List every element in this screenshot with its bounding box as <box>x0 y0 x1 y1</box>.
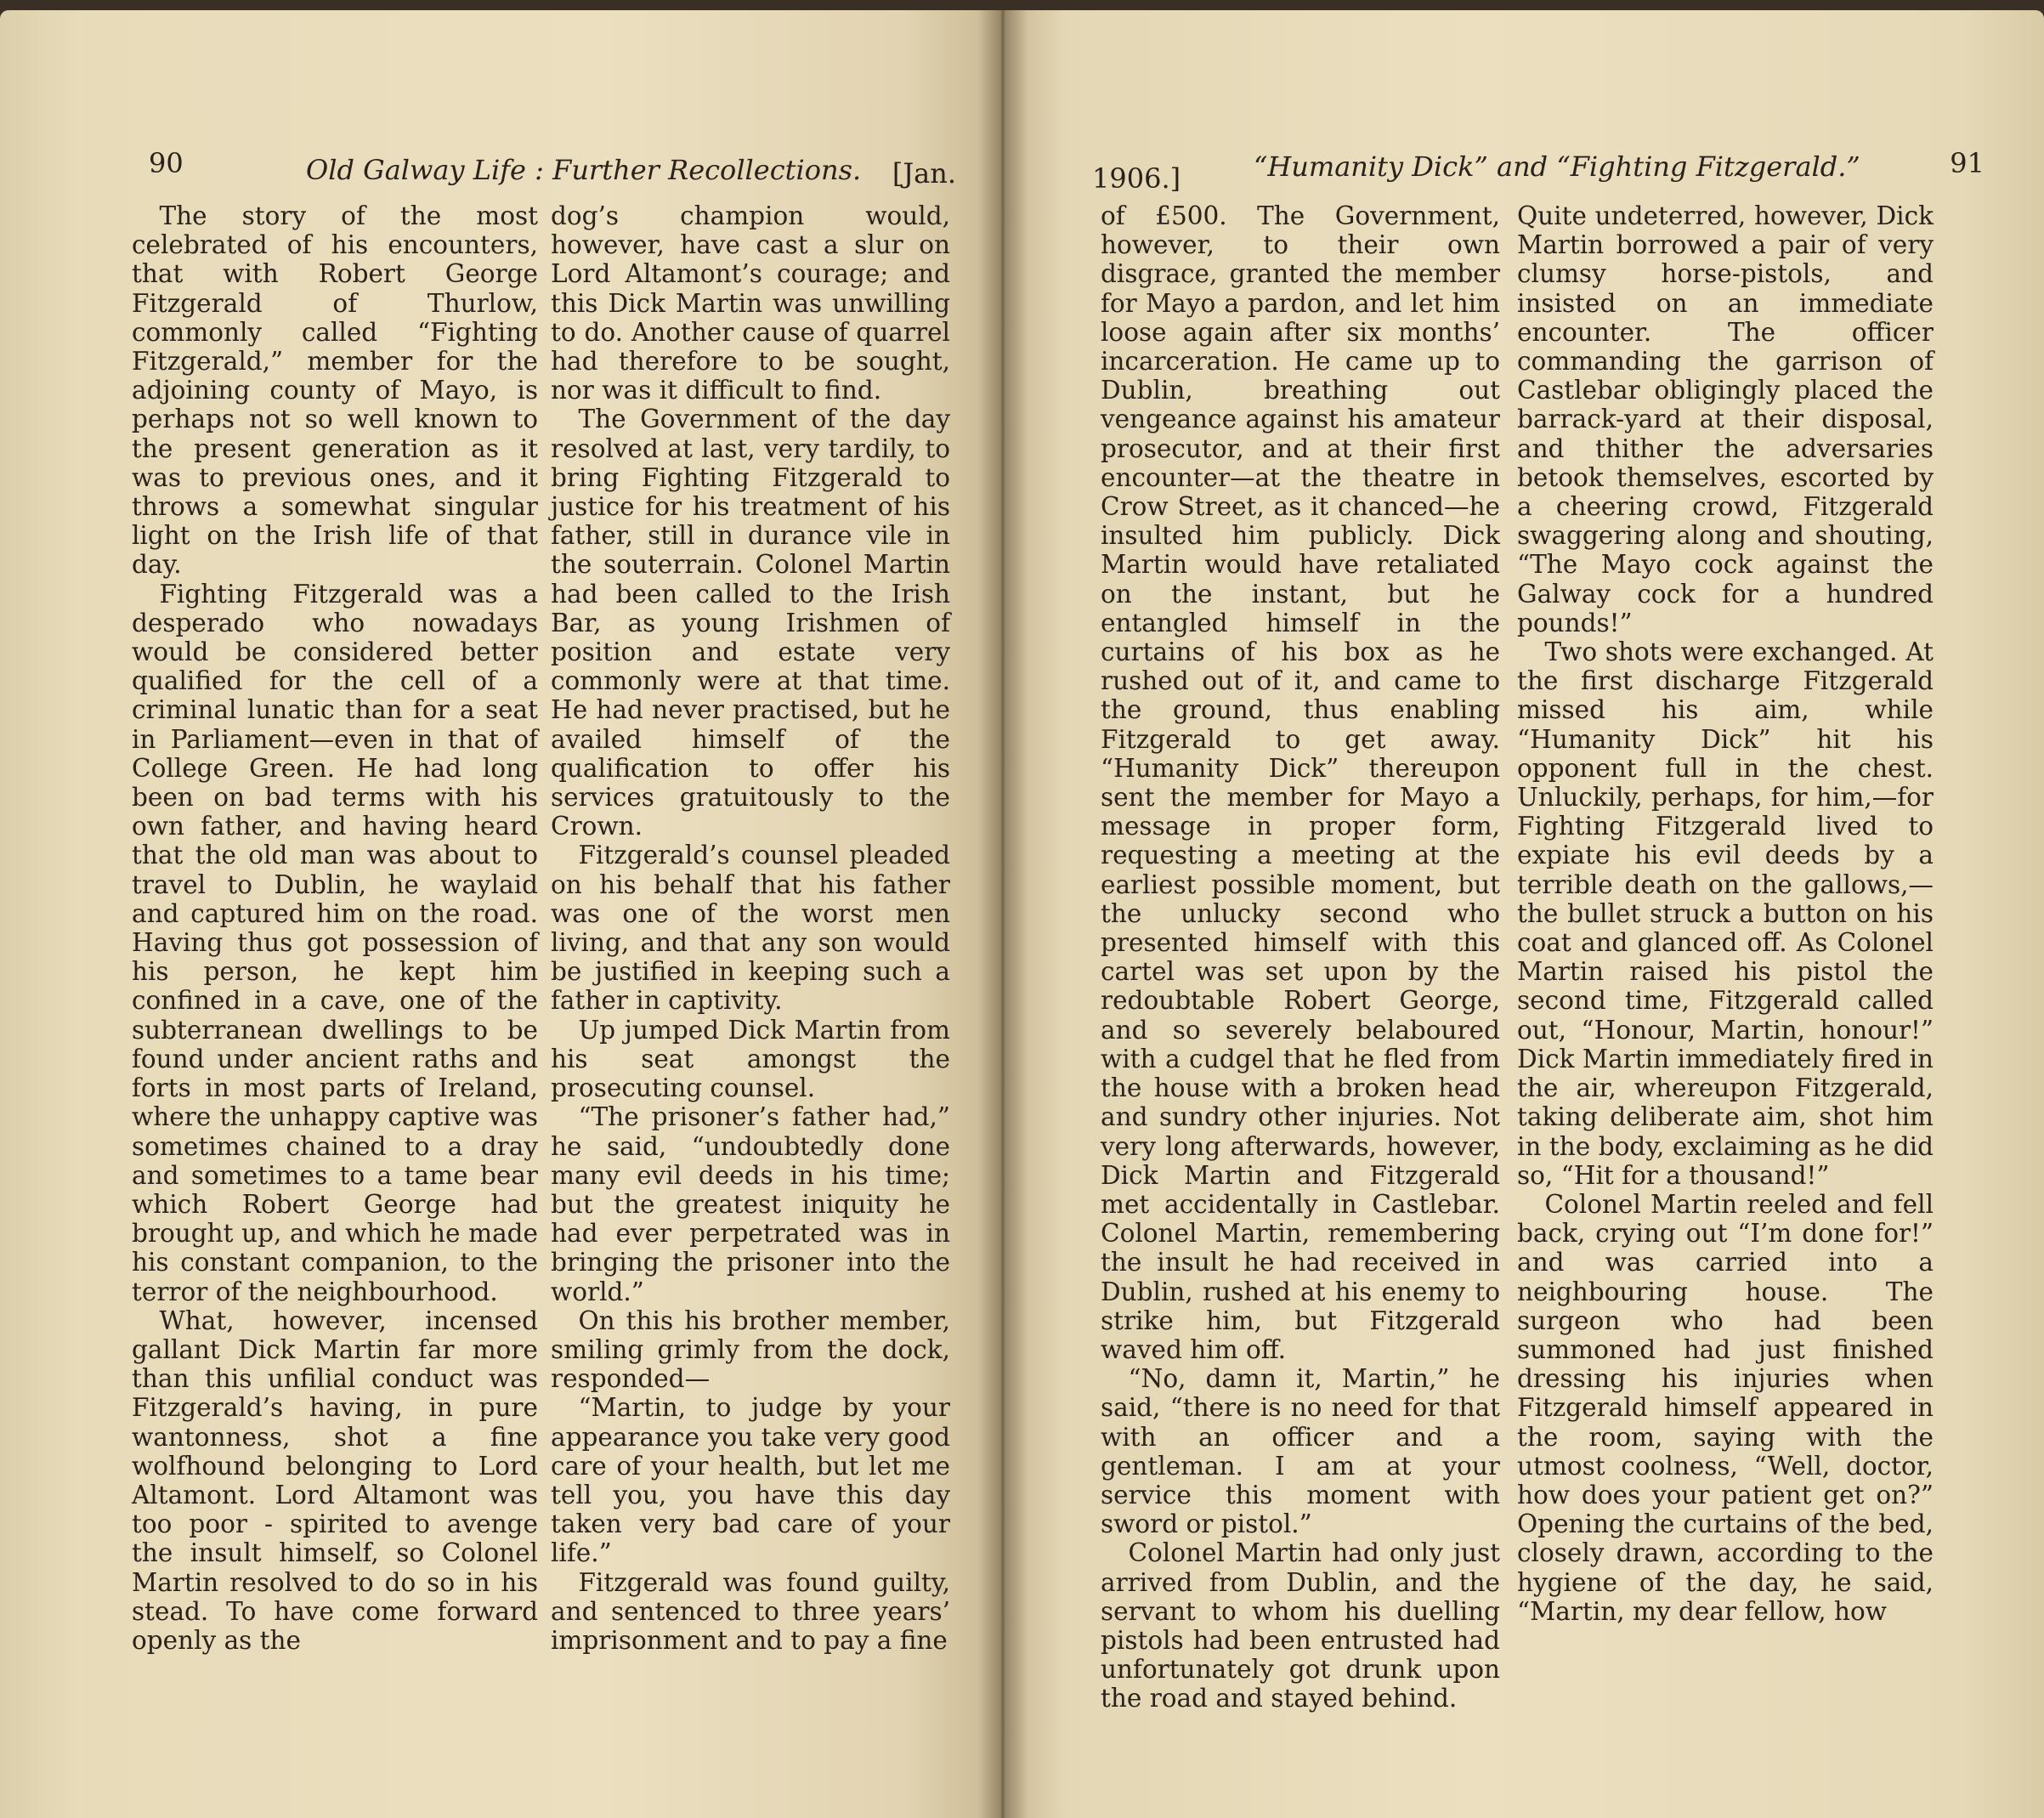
paragraph: “The prisoner’s father had,” he said, “undoubtedly done many evil deeds in his time; but the greatest iniquity he had ever perpetrated was in bringing the prisoner into the world.” <box>551 1102 950 1306</box>
left-column-1 <box>132 201 538 1655</box>
date-mark-right: 1906.] <box>1092 162 1181 195</box>
paragraph: Up jumped Dick Martin from his seat amongst the prosecuting counsel. <box>551 1015 950 1103</box>
paragraph: Two shots were exchanged. At the first discharge Fitzgerald missed his aim, while “Humanity Dick” hit his opponent full in the chest. Unluckily, perhaps, for him,—for Fighting Fitzgerald lived to expiate his evil deeds by a terrible death on the gallows,—the bullet struck a button on his coat and glanced off. As Colonel Martin raised his pistol the second time, Fitzgerald called out, “Honour, Martin, honour!” Dick Martin immediately fired in the air, whereupon Fitzgerald, taking deliberate aim, shot him in the body, exclaiming as he did so, “Hit for a thousand!” <box>1517 637 1934 1190</box>
paragraph: What, however, incensed gallant Dick Martin far more than this unfilial conduct was Fitzgerald’s having, in pure wantonness, shot a fine wolfhound belonging to Lord Altamont. Lord Altamont was too poor - spirited to avenge the insult himself, so Colonel Martin resolved to do so in his stead. To have come forward openly as the <box>132 1305 538 1655</box>
paragraph: The Government of the day resolved at last, very tardily, to bring Fighting Fitzgerald to justice for his treatment of his father, still in durance vile in the souterrain. Colonel Martin had been called to the Irish Bar, as young Irishmen of position and estate very commonly were at that time. He had never practised, but he availed himself of the qualification to offer his services gratuitously to the Crown. <box>551 405 950 841</box>
running-title-right: “Humanity Dick” and “Fighting Fitzgerald.” <box>1254 150 1860 183</box>
paragraph: Quite undeterred, however, Dick Martin borrowed a pair of very clumsy horse-pistols, and insisted on an immediate encounter. The officer commanding the garrison of Castlebar obligingly placed the barrack-yard at their disposal, and thither the adversaries betook themselves, escorted by a cheering crowd, Fitzgerald swaggering along and shouting, “The Mayo cock against the Galway cock for a hundred pounds!” <box>1517 201 1934 637</box>
right-page <box>1003 10 2044 1818</box>
left-column-2 <box>551 201 950 1655</box>
right-column-2 <box>1517 201 1934 1626</box>
date-mark-left: [Jan. <box>892 157 956 190</box>
page-number-left: 90 <box>149 147 184 179</box>
page-number-right: 91 <box>1950 147 1985 179</box>
left-page-header <box>149 142 956 190</box>
paragraph: Fitzgerald was found guilty, and sentenced to three years’ imprisonment and to pay a fine <box>551 1567 950 1655</box>
paragraph: Colonel Martin reeled and fell back, crying out “I’m done for!” and was carried into a neighbouring house. The surgeon who had been summoned had just finished dressing his injuries when Fitzgerald himself appeared in the room, saying with the utmost coolness, “Well, doctor, how does your patient get on?” Opening the curtains of the bed, closely drawn, according to the hygiene of the day, he said, “Martin, my dear fellow, how <box>1517 1189 1934 1626</box>
right-column-1 <box>1101 201 1500 1713</box>
paragraph: “Martin, to judge by your appearance you take very good care of your health, but let me tell you, you have this day taken very bad care of your life.” <box>551 1393 950 1568</box>
paragraph: dog’s champion would, however, have cast a slur on Lord Altamont’s courage; and this Dick Martin was unwilling to do. Another cause of quarrel had therefore to be sought, nor was it difficult to find. <box>551 201 950 405</box>
right-page-header <box>1092 142 1985 195</box>
paragraph: On this his brother member, smiling grimly from the dock, responded— <box>551 1305 950 1394</box>
paragraph: Colonel Martin had only just arrived from Dublin, and the servant to whom his duelling pistols had been entrusted had unfortunately got drunk upon the road and stayed behind. <box>1101 1538 1500 1713</box>
left-page <box>0 10 1003 1818</box>
paragraph: Fitzgerald’s counsel pleaded on his behalf that his father was one of the worst men living, and that any son would be justified in keeping such a father in captivity. <box>551 841 950 1016</box>
paragraph: “No, damn it, Martin,” he said, “there is no need for that with an officer and a gentleman. I am at your service this moment with sword or pistol.” <box>1101 1364 1500 1539</box>
paragraph: Fighting Fitzgerald was a desperado who nowadays would be considered better qualified for the cell of a criminal lunatic than for a seat in Parliament—even in that of College Green. He had long been on bad terms with his own father, and having heard that the old man was about to travel to Dublin, he waylaid and captured him on the road. Having thus got possession of his person, he kept him confined in a cave, one of the subterranean dwellings to be found under ancient raths and forts in most parts of Ireland, where the unhappy captive was sometimes chained to a dray and sometimes to a tame bear which Robert George had brought up, and which he made his constant companion, to the terror of the neighbourhood. <box>132 579 538 1306</box>
running-title-left: Old Galway Life : Further Recollections. <box>306 154 862 186</box>
paragraph: of £500. The Government, however, to their own disgrace, granted the member for Mayo a pardon, and let him loose again after six months’ incarceration. He came up to Dublin, breathing out vengeance against his amateur prosecutor, and at their first encounter—at the theatre in Crow Street, as it chanced—he insulted him publicly. Dick Martin would have retaliated on the instant, but he entangled himself in the curtains of his box as he rushed out of it, and came to the ground, thus enabling Fitzgerald to get away. “Humanity Dick” thereupon sent the member for Mayo a message in proper form, requesting a meeting at the earliest possible moment, but the unlucky second who presented himself with this cartel was set upon by the redoubtable Robert George, and so severely belaboured with a cudgel that he fled from the house with a broken head and sundry other injuries. Not very long afterwards, however, Dick Martin and Fitzgerald met accidentally in Castlebar. Colonel Martin, remembering the insult he had received in Dublin, rushed at his enemy to strike him, but Fitzgerald waved him off. <box>1101 201 1500 1364</box>
paragraph: The story of the most celebrated of his encounters, that with Robert George Fitzgerald of Thurlow, commonly called “Fighting Fitzgerald,” member for the adjoining county of Mayo, is perhaps not so well known to the present generation as it was to previous ones, and it throws a somewhat singular light on the Irish life of that day. <box>132 201 538 580</box>
